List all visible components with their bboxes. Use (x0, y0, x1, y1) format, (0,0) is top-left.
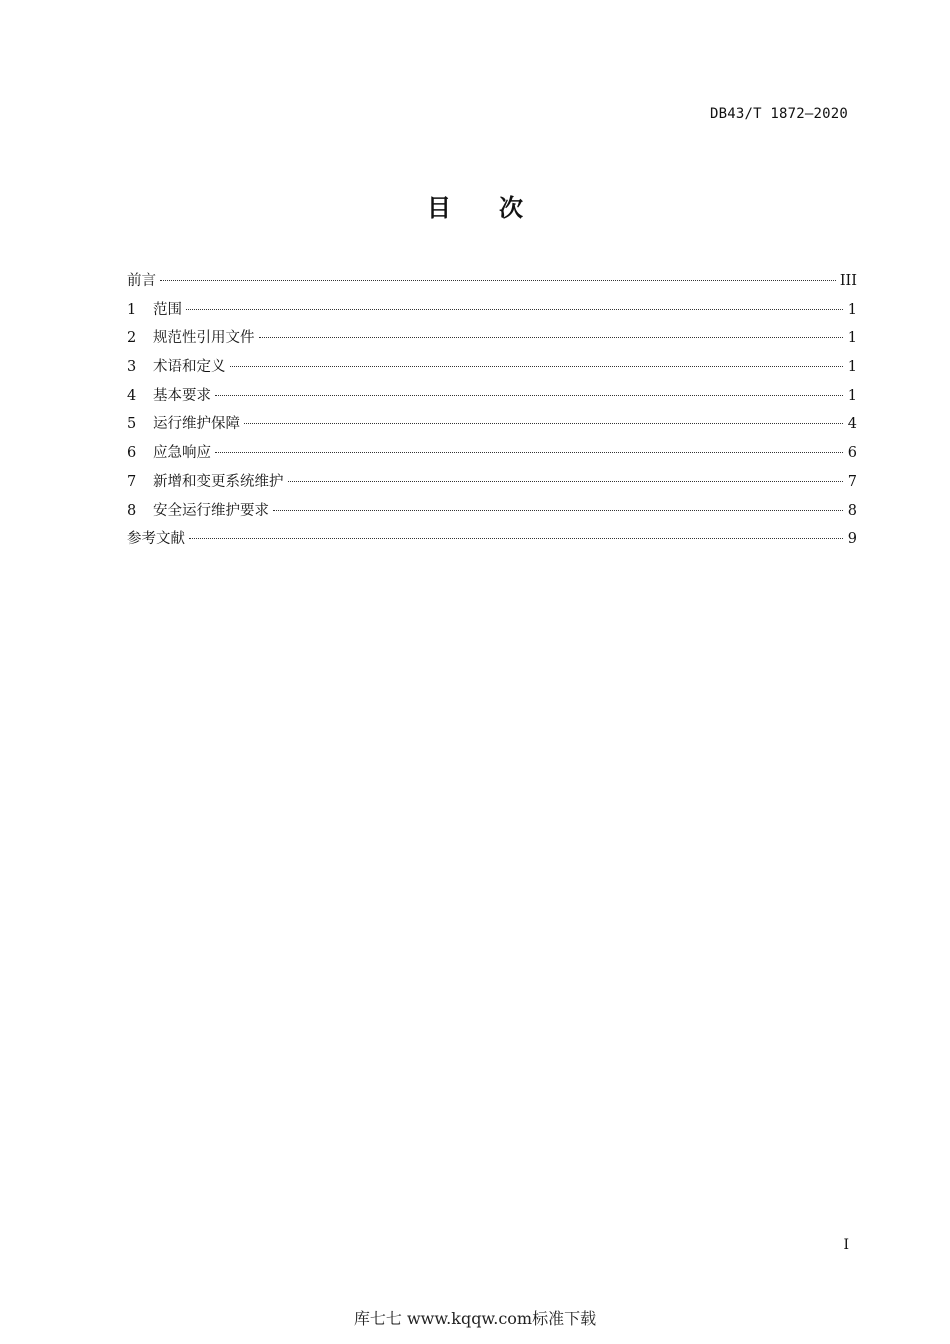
footer-watermark: 库七七 www.kqqw.com标准下载 (353, 1309, 597, 1328)
toc-entry-foreword[interactable] (127, 267, 857, 296)
toc-entry-number: 6 (127, 445, 137, 462)
toc-entry-1[interactable] (127, 296, 857, 325)
toc-entry-label: 安全运行维护要求 (153, 502, 269, 519)
toc-entry-label: 术语和定义 (153, 359, 226, 376)
toc-dot-leader (230, 365, 844, 367)
toc-entry-label: 运行维护保障 (153, 416, 240, 433)
toc-entry-5[interactable] (127, 410, 857, 439)
toc-entry-number: 7 (127, 473, 137, 490)
title-char-1: 目 (427, 194, 451, 222)
toc-entry-page: 1 (847, 301, 857, 318)
toc-entry-8[interactable] (127, 497, 857, 526)
toc-entry-label: 新增和变更系统维护 (153, 473, 284, 490)
table-of-contents (127, 267, 857, 554)
toc-entry-page: 8 (847, 502, 857, 519)
toc-entry-page: 1 (847, 330, 857, 347)
toc-entry-7[interactable] (127, 468, 857, 497)
toc-entry-page: 4 (847, 416, 857, 433)
toc-entry-references[interactable] (127, 525, 857, 554)
toc-entry-page: 6 (847, 445, 857, 462)
toc-dot-leader (273, 509, 843, 511)
toc-entry-label: 范围 (153, 301, 182, 318)
toc-entry-2[interactable] (127, 324, 857, 353)
toc-entry-label: 前言 (127, 273, 156, 289)
toc-entry-number: 5 (127, 416, 137, 433)
toc-entry-page: 7 (847, 473, 857, 490)
toc-entry-4[interactable] (127, 382, 857, 411)
toc-entry-3[interactable] (127, 353, 857, 382)
page-number: I (843, 1237, 849, 1253)
page-title (0, 188, 950, 223)
toc-entry-label: 参考文献 (127, 531, 185, 548)
toc-entry-page: 9 (847, 531, 857, 548)
toc-entry-number: 4 (127, 387, 137, 404)
toc-dot-leader (215, 451, 843, 453)
toc-dot-leader (186, 308, 843, 310)
toc-entry-page: III (839, 273, 857, 289)
toc-dot-leader (160, 279, 836, 281)
toc-dot-leader (259, 336, 844, 338)
toc-dot-leader (288, 480, 844, 482)
toc-entry-number: 2 (127, 330, 137, 347)
toc-entry-label: 规范性引用文件 (153, 330, 255, 347)
toc-dot-leader (244, 422, 843, 424)
toc-entry-page: 1 (847, 387, 857, 404)
toc-dot-leader (215, 394, 843, 396)
toc-entry-number: 8 (127, 502, 137, 519)
document-code: DB43/T 1872—2020 (709, 106, 848, 122)
toc-entry-6[interactable] (127, 439, 857, 468)
toc-entry-page: 1 (847, 359, 857, 376)
title-char-2: 次 (499, 194, 523, 222)
toc-entry-number: 1 (127, 301, 137, 318)
toc-dot-leader (189, 537, 843, 539)
toc-entry-label: 应急响应 (153, 445, 211, 462)
toc-entry-label: 基本要求 (153, 387, 211, 404)
toc-entry-number: 3 (127, 359, 137, 376)
